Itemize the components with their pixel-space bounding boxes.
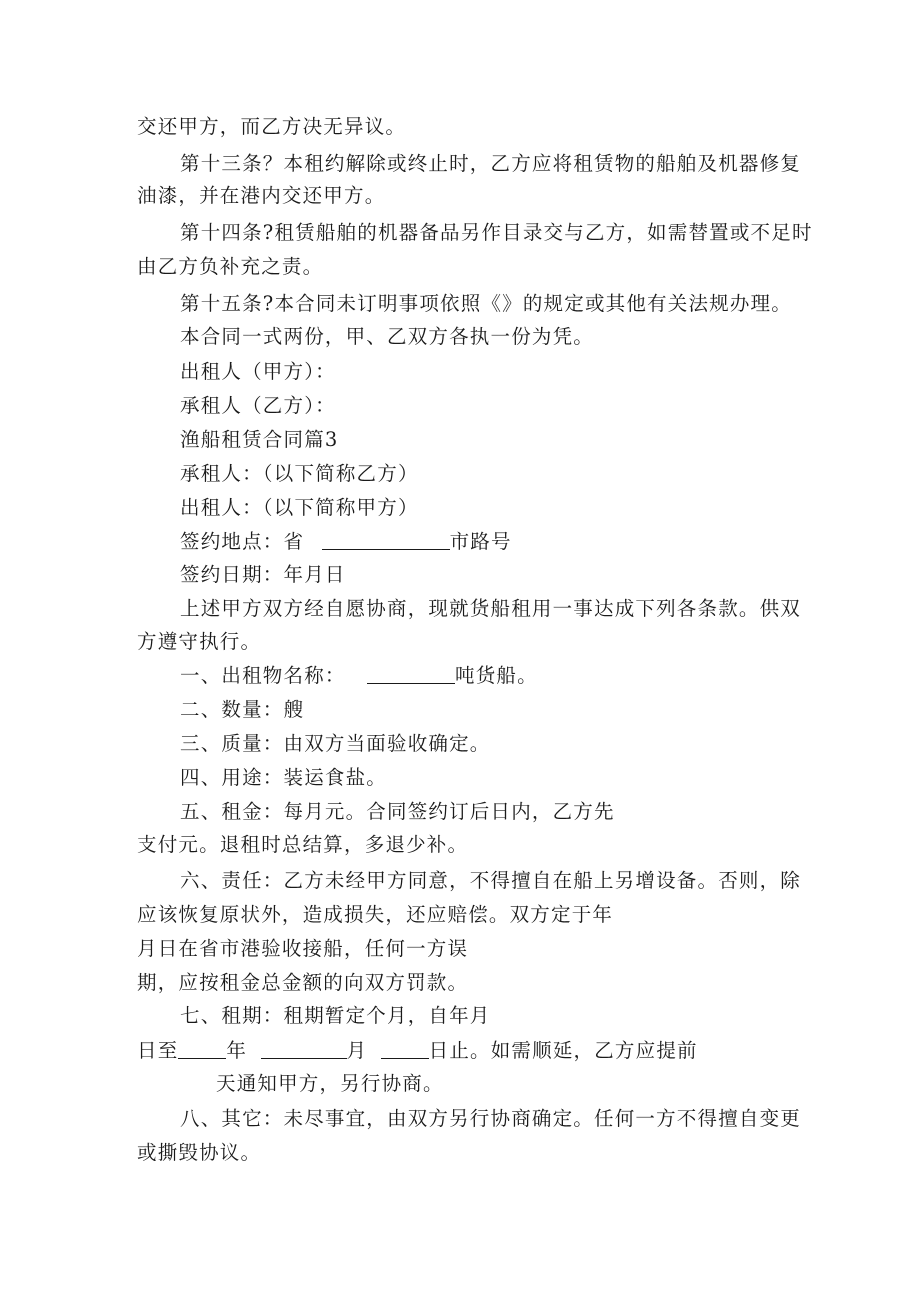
item-7-term-line-1: 七、租期：租期暂定个月，自年月: [180, 1004, 491, 1027]
lessor-line: 出租人：（以下简称甲方）: [180, 496, 419, 519]
signing-place: [180, 530, 512, 554]
blank-field: [261, 1040, 347, 1059]
item-3-quality: 三、质量：由双方当面验收确定。: [180, 732, 491, 755]
item-5-rent-line-1: 五、租金：每月元。合同签约订后日内，乙方先: [180, 800, 615, 823]
day-until-label: 日止。如需顺延，乙方应提前: [428, 1039, 698, 1062]
item-6-liability-line-3: 月日在省市港验收接船，任何一方误: [137, 937, 469, 960]
lessee-line: 承租人：（以下简称乙方）: [180, 462, 419, 485]
item-8-other-line-1: 八、其它：未尽事宜，由双方另行协商确定。任何一方不得擅自变更: [180, 1107, 802, 1130]
article-13-line-1: 第十三条？本租约解除或终止时，乙方应将租赁物的船舶及机器修复: [180, 152, 802, 175]
item-5-rent-line-2: 支付元。退租时总结算，多退少补。: [137, 833, 469, 856]
article-14-line-2: 由乙方负补充之责。: [137, 255, 324, 278]
signing-place-suffix: 市路号: [449, 530, 512, 553]
item-6-liability-line-2: 应该恢复原状外，造成损失，还应赔偿。双方定于年: [137, 903, 614, 926]
signing-place-label: 签约地点：省: [180, 530, 305, 553]
item-4-purpose: 四、用途：装运食盐。: [180, 766, 388, 789]
date-from-label: 日至: [137, 1039, 179, 1062]
lessee-party-b: 承租人（乙方）：: [180, 394, 336, 417]
blank-field: [381, 1040, 429, 1059]
article-13-line-2: 油漆，并在港内交还甲方。: [137, 184, 386, 207]
item-2-quantity: 二、数量：艘: [180, 698, 305, 721]
item-1-rental-object: [180, 664, 538, 688]
preamble-line-1: 上述甲方双方经自愿协商，现就货船租用一事达成下列各条款。供双: [180, 597, 802, 620]
text-line: 交还甲方，而乙方决无异议。: [137, 115, 407, 138]
item-6-liability-line-4: 期，应按租金总金额的向双方罚款。: [137, 971, 469, 994]
year-label: 年: [226, 1039, 248, 1062]
article-14-line-1: 第十四条?租赁船舶的机器备品另作目录交与乙方，如需替置或不足时: [180, 221, 813, 244]
item-1-label: 一、出租物名称：: [180, 664, 346, 687]
month-label: 月: [346, 1039, 368, 1062]
preamble-line-2: 方遵守执行。: [137, 630, 262, 653]
item-7-term-line-3: 天通知甲方，另行协商。: [216, 1072, 444, 1095]
item-6-liability-line-1: 六、责任：乙方未经甲方同意，不得擅自在船上另增设备。否则，除: [180, 869, 802, 892]
article-15-line: 第十五条?本合同未订明事项依照《》的规定或其他有关法规办理。: [180, 292, 792, 315]
blank-field: [178, 1040, 226, 1059]
item-1-suffix: 吨货船。: [455, 664, 538, 687]
blank-field: [367, 665, 455, 684]
item-8-other-line-2: 或撕毁协议。: [137, 1141, 262, 1164]
item-7-term-line-2: [137, 1039, 698, 1063]
lessor-party-a: 出租人（甲方）：: [180, 360, 336, 383]
section-heading: 渔船租赁合同篇3: [180, 428, 339, 451]
signing-date: 签约日期：年月日: [180, 563, 346, 586]
copies-clause: 本合同一式两份，甲、乙双方各执一份为凭。: [180, 325, 595, 348]
blank-field: [322, 531, 450, 550]
